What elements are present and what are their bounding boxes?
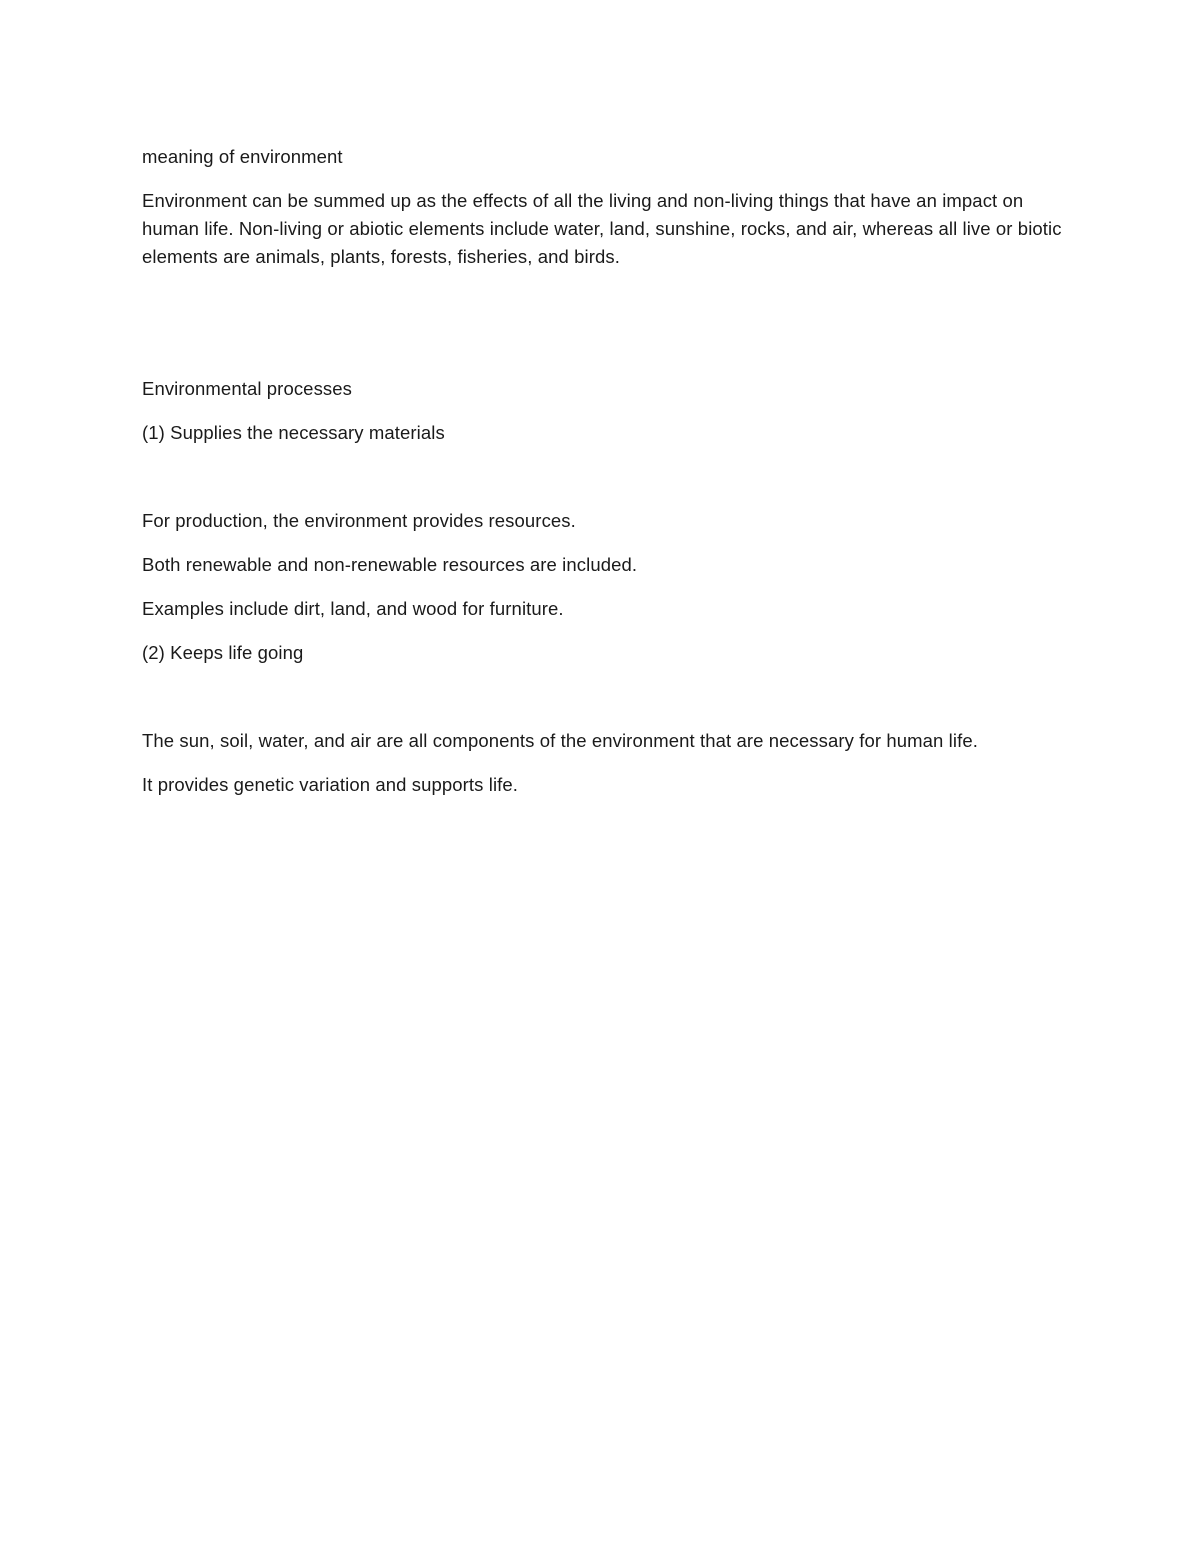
- point1-line: For production, the environment provides resources.: [142, 510, 576, 531]
- point2-line: The sun, soil, water, and air are all components of the environment that are necessary for human life.: [142, 730, 978, 751]
- point2-title: (2) Keeps life going: [142, 642, 304, 663]
- point1-line: Examples include dirt, land, and wood for furniture.: [142, 598, 564, 619]
- point1-title: (1) Supplies the necessary materials: [142, 422, 445, 443]
- point1-line: Both renewable and non-renewable resources are included.: [142, 554, 638, 575]
- heading-meaning: meaning of environment: [142, 146, 343, 167]
- point2-line: It provides genetic variation and supports life.: [142, 774, 519, 795]
- document-body: [142, 143, 1062, 799]
- heading-processes: Environmental processes: [142, 378, 353, 399]
- paragraph-meaning: Environment can be summed up as the effects of all the living and non-living things that have an impact on human life. Non-living or abiotic elements include water, land, sunshine, rocks, and air, whereas all live or biotic elements are animals, plants, forests, fisheries, and birds.: [142, 190, 1062, 267]
